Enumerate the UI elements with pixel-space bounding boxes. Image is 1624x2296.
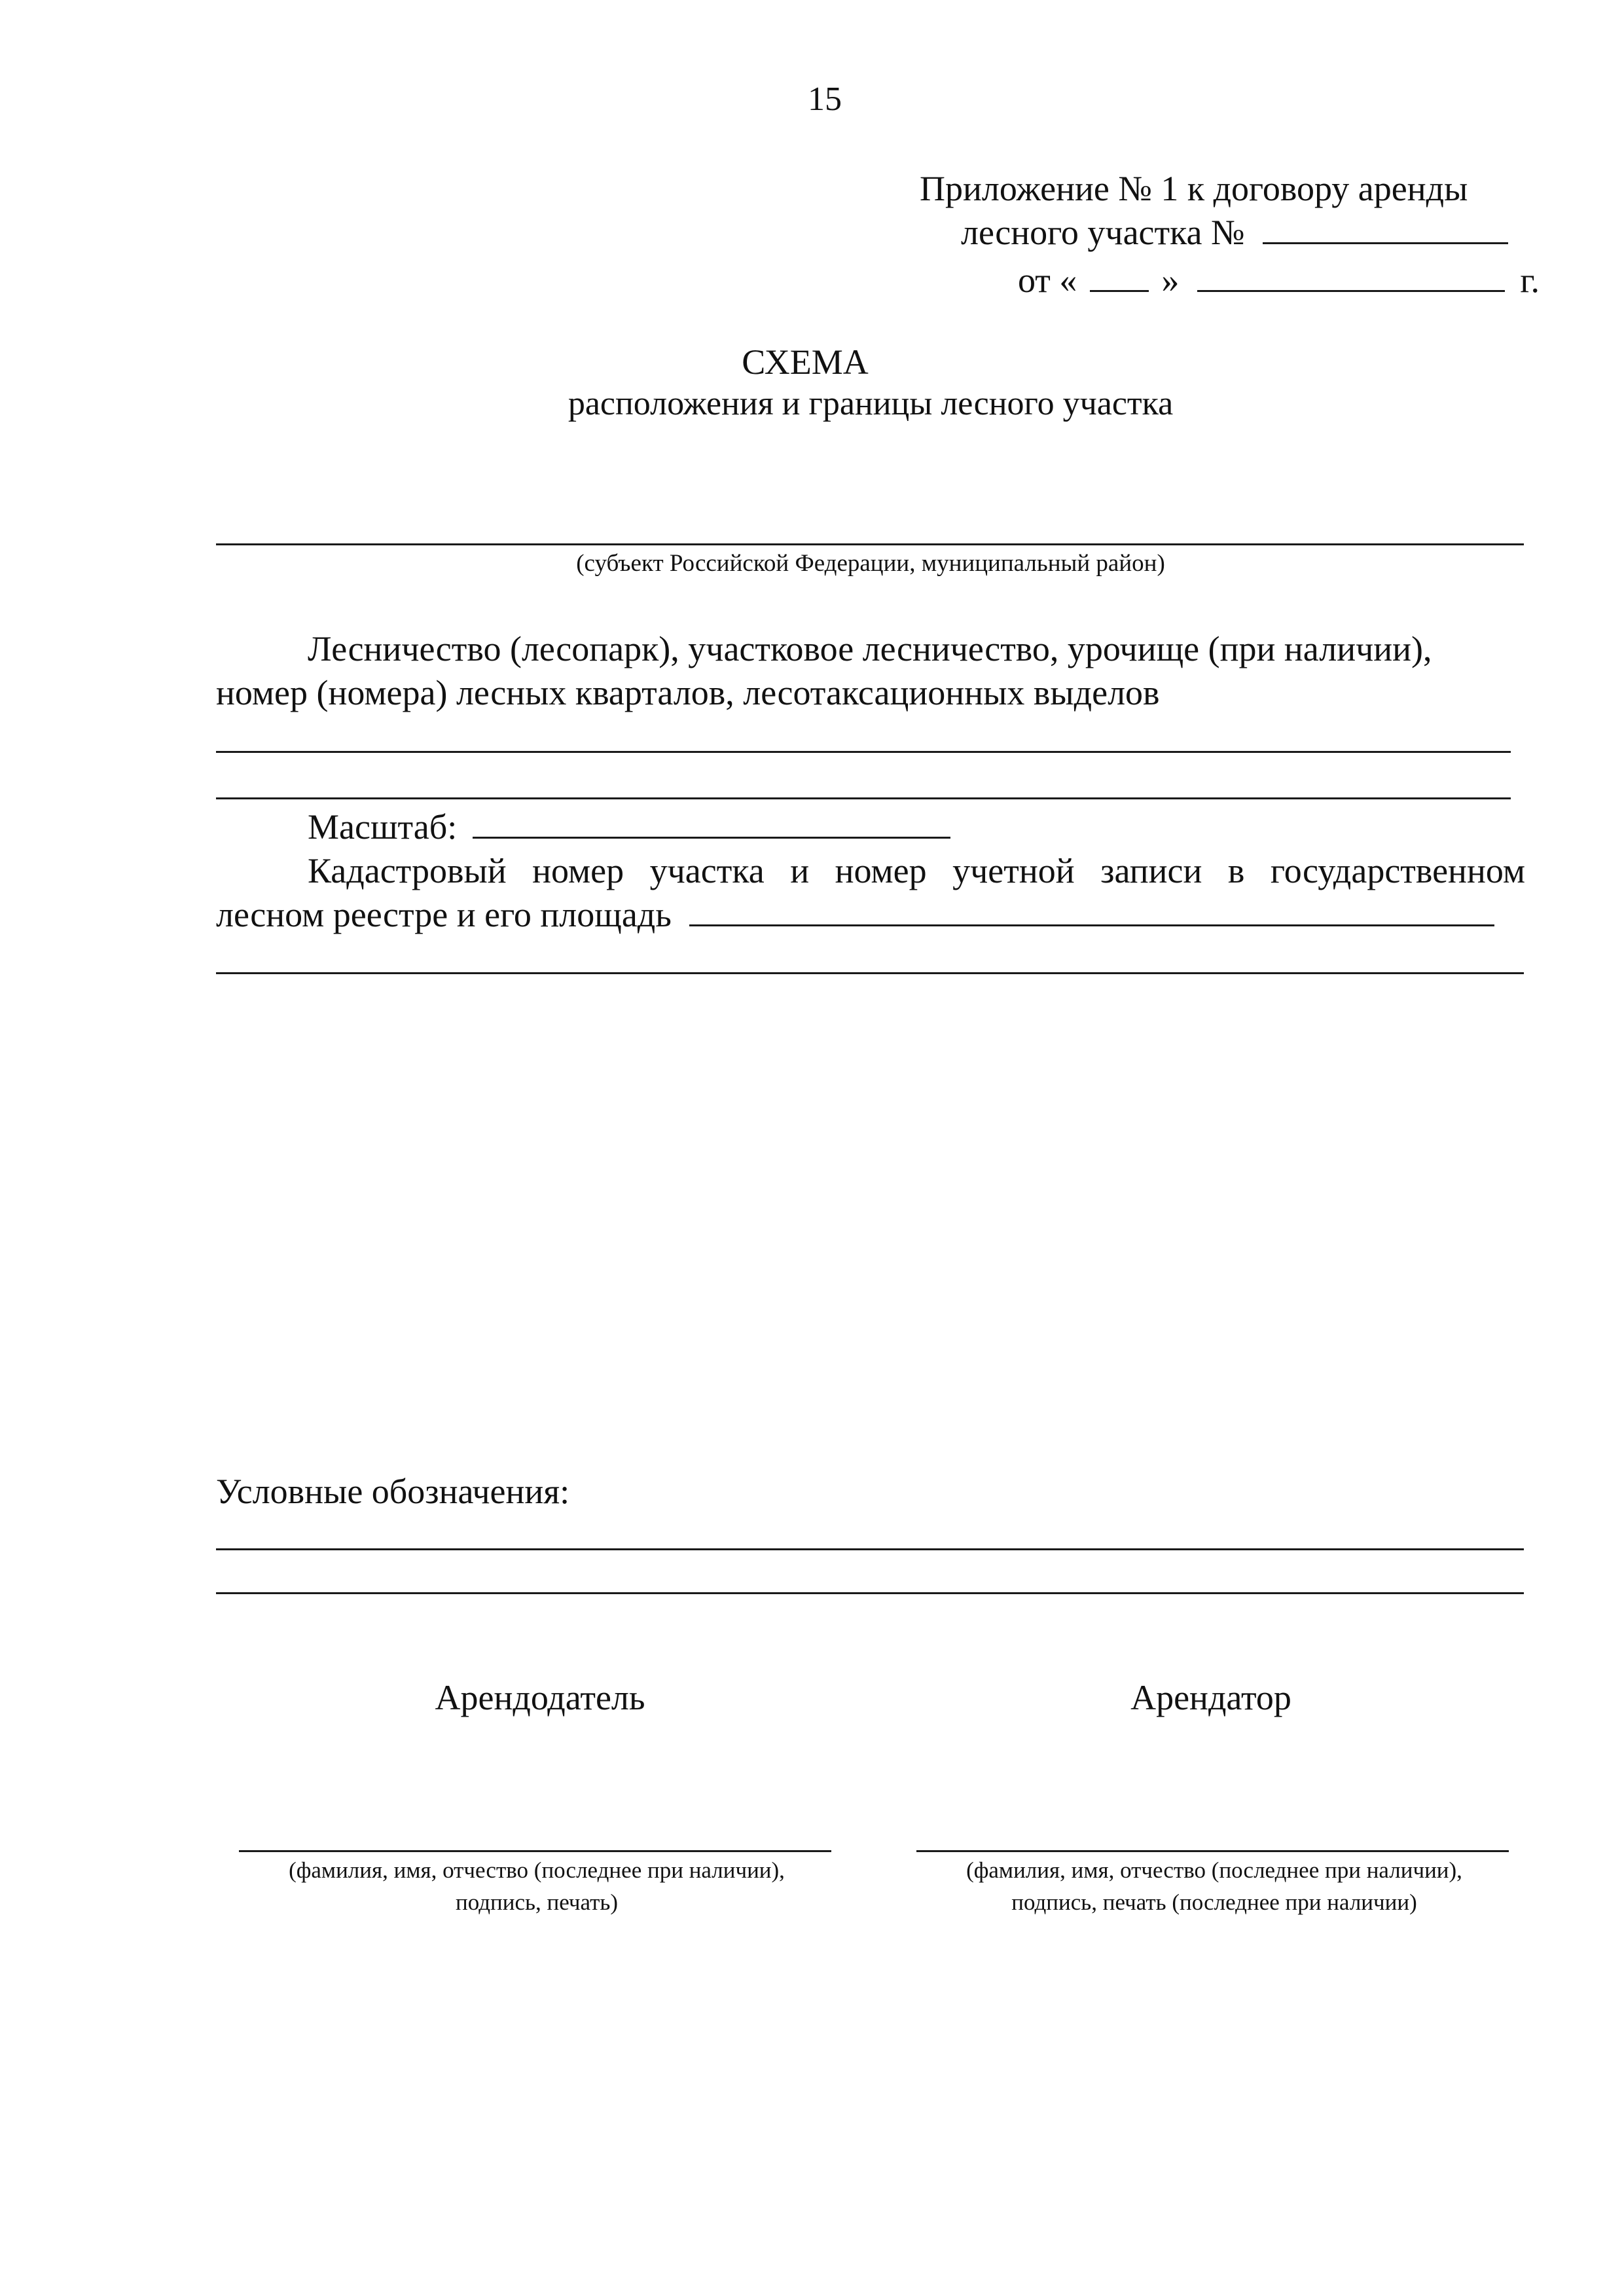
- contract-number-label: лесного участка №: [961, 213, 1245, 252]
- lessee-caption-line1: (фамилия, имя, отчество (последнее при наличии),: [966, 1857, 1462, 1883]
- forestry-line1: Лесничество (лесопарк), участковое лесничество, урочище (при наличии),: [308, 629, 1432, 668]
- date-month-field[interactable]: [1197, 261, 1505, 292]
- lessor-title: Арендодатель: [435, 1678, 645, 1717]
- lessee-title: Арендатор: [1130, 1678, 1291, 1717]
- cadastral-line1: Кадастровый номер участка и номер учетной записи в государственном: [308, 851, 1525, 890]
- legend-field-1[interactable]: [216, 1548, 1524, 1550]
- document-subtitle: расположения и границы лесного участка: [568, 385, 1174, 422]
- date-day-field[interactable]: [1090, 261, 1149, 292]
- cadastral-area-label: лесном реестре и его площадь: [216, 895, 672, 934]
- scheme-drawing-area[interactable]: [216, 995, 1524, 1453]
- forestry-field-1[interactable]: [216, 751, 1511, 753]
- lessor-caption-line1: (фамилия, имя, отчество (последнее при наличии),: [289, 1857, 785, 1883]
- lessor-caption-line2: подпись, печать): [455, 1889, 619, 1915]
- cadastral-extra-field[interactable]: [216, 972, 1524, 974]
- date-close-quote: »: [1161, 261, 1180, 300]
- appendix-header-line2: [961, 211, 1508, 254]
- lessor-signature-field[interactable]: [239, 1850, 831, 1852]
- page-number: 15: [808, 81, 842, 118]
- date-year-suffix: г.: [1520, 261, 1540, 300]
- appendix-header-line1: Приложение № 1 к договору аренды: [920, 169, 1468, 208]
- forestry-line2: номер (номера) лесных кварталов, лесотаксационных выделов: [216, 673, 1160, 712]
- subject-caption: (субъект Российской Федерации, муниципальный район): [576, 550, 1165, 577]
- cadastral-line2: [216, 893, 1494, 936]
- scale-row: [308, 805, 950, 848]
- appendix-header-line3: [1018, 259, 1540, 302]
- legend-label: Условные обозначения:: [216, 1472, 570, 1511]
- document-title: СХЕМА: [742, 342, 869, 382]
- forestry-field-2[interactable]: [216, 797, 1511, 799]
- cadastral-area-field[interactable]: [689, 896, 1494, 926]
- date-open-quote: от «: [1018, 261, 1077, 300]
- lessee-caption-line2: подпись, печать (последнее при наличии): [1011, 1889, 1417, 1915]
- contract-number-field[interactable]: [1263, 213, 1508, 244]
- lessee-signature-field[interactable]: [916, 1850, 1509, 1852]
- scale-field[interactable]: [473, 808, 950, 839]
- subject-field[interactable]: [216, 543, 1524, 545]
- scale-label: Масштаб:: [308, 807, 458, 847]
- legend-field-2[interactable]: [216, 1592, 1524, 1594]
